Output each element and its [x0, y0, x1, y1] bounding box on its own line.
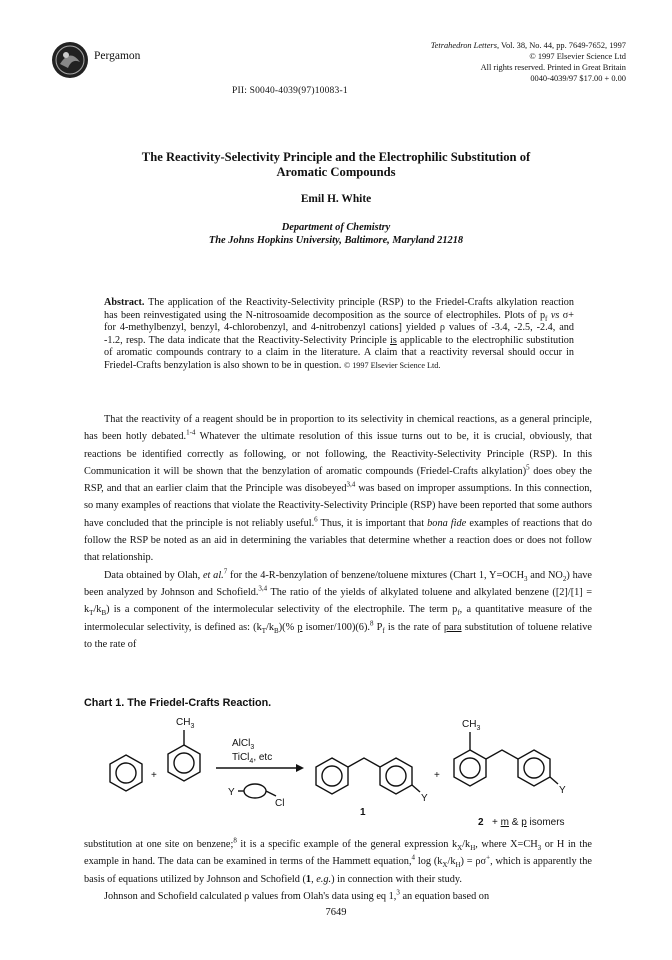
ticl-text: TiCl	[232, 752, 250, 763]
text: /k	[266, 621, 275, 633]
product1-aromatic-a	[322, 766, 342, 786]
toluene-ring	[168, 745, 200, 781]
text: , which is apparently the basis of equations utilized by Johnson and Schofield (	[84, 856, 592, 885]
text: /k	[462, 839, 471, 850]
text: ) = ρσ	[460, 856, 487, 868]
text: isomer/100)(6).	[302, 621, 370, 633]
product1-aromatic-b	[386, 766, 406, 786]
abstract-copyright: © 1997 Elsevier Science Ltd.	[343, 360, 441, 370]
text: ,	[311, 873, 317, 885]
product2-ch3-label	[462, 719, 480, 732]
arrow-head	[296, 764, 304, 772]
text: ) in connection with their study.	[331, 873, 462, 885]
ref: 8	[369, 619, 374, 628]
isomers-label	[492, 817, 565, 828]
italic: e.g.	[316, 873, 332, 885]
text: Data obtained by Olah,	[104, 569, 203, 581]
paper-title	[60, 150, 612, 180]
text: ) have been analyzed by Johnson and Schofield.	[84, 569, 593, 598]
text: examples of reactions that do follow the RSP be noted as an aid in determining the variables that determine whether a reaction does or does not follow that relationship.	[84, 517, 592, 564]
title-line-1: The Reactivity-Selectivity Principle and the Electrophilic Substitution of	[141, 150, 531, 164]
ref: 3	[396, 888, 400, 897]
isomers-word: isomers	[526, 817, 565, 828]
abstract-text: The application of the Reactivity-Selectivity principle (RSP) to the Friedel-Crafts alkylation reaction has been reinvestigated using the N-nitrosoamide decomposition as the source of electrophiles. Plots of p	[104, 297, 574, 321]
text: substitution at one site on benzene;	[84, 839, 234, 850]
ref: 3,4	[346, 480, 356, 489]
italic: et al.	[202, 569, 224, 581]
ref: 7	[223, 567, 228, 576]
abstract	[104, 297, 574, 373]
pii-code: PII: S0040-4039(97)10083-1	[232, 86, 348, 96]
ch3-text: CH	[462, 719, 477, 730]
body-text-2	[84, 836, 592, 905]
sup: +	[486, 853, 491, 862]
title-line-2: Aromatic Compounds	[276, 165, 396, 179]
text: is the rate of	[384, 621, 444, 633]
rights-line: All rights reserved. Printed in Great Britain	[480, 63, 626, 72]
sub: H	[455, 861, 461, 870]
text: an equation based on	[399, 890, 490, 902]
text: Thus, it is important that	[317, 517, 428, 529]
ticl-sub: 4	[249, 758, 254, 765]
ref: 6	[314, 515, 318, 524]
paragraph-4	[84, 888, 592, 905]
benzene-ring	[110, 755, 142, 791]
journal-name: Tetrahedron Letters	[430, 41, 497, 50]
alcl-text: AlCl	[232, 738, 251, 749]
italic: bona fide	[427, 517, 467, 529]
reagent-alcl3	[232, 738, 254, 751]
product2-y-label: Y	[559, 785, 566, 796]
text: The ratio of the yields of alkylated toluene and alkylated benzene ([2]/[1] = k	[84, 586, 592, 616]
reagent-ring	[244, 784, 266, 798]
reagent-ticl4	[232, 752, 272, 765]
text: it is a specific example of the general expression k	[236, 839, 458, 850]
ref: 4	[411, 853, 416, 862]
abstract-label: Abstract.	[104, 297, 145, 308]
university: The Johns Hopkins University, Baltimore, Maryland 21218	[208, 235, 464, 246]
journal-volume: , Vol. 38, No. 44, pp. 7649-7652, 1997	[496, 41, 626, 50]
ref: 8	[233, 836, 237, 845]
text: P	[373, 621, 383, 633]
reagent-y-label: Y	[228, 787, 235, 798]
isomers-amp: &	[508, 817, 522, 828]
sub: X	[457, 844, 463, 853]
sub: B	[101, 609, 107, 618]
product1-number: 1	[360, 807, 366, 818]
reagent-cl-bond	[266, 791, 276, 796]
ch3-sub: 3	[476, 725, 481, 732]
product2-ring-a	[454, 750, 486, 786]
sub: f	[457, 609, 460, 618]
sub: T	[261, 626, 267, 635]
text: does obey the RSP, and that an earlier claim that the Principle was disobeyed	[84, 465, 592, 495]
text: ) is a component of the intermolecular selectivity of the electrophile. The term p	[106, 604, 458, 616]
abstract-is: is	[390, 334, 397, 346]
text: /k	[447, 856, 456, 868]
text: Johnson and Schofield calculated ρ values from Olah's data using eq 1,	[104, 890, 397, 902]
product2-number: 2	[478, 817, 484, 828]
ch3-sub: 3	[190, 723, 195, 730]
pergamon-logo	[50, 40, 90, 80]
author-name: Emil H. White	[300, 193, 372, 205]
product1-y-bond	[412, 785, 420, 792]
sub: X	[442, 861, 448, 870]
plus-sign-2: +	[434, 770, 440, 781]
text: , where X=CH	[475, 839, 538, 850]
text: substitution of toluene relative to the rate of	[84, 621, 592, 650]
text: and NO	[527, 569, 563, 581]
product1-ch2	[348, 758, 380, 767]
sub: 2	[562, 574, 567, 583]
benzene-aromatic	[116, 763, 136, 783]
text: was based on improper assumptions. In this connection, so many examples of reactions that violate the Reactivity-Selectivity Principle (RSP) have been reported that some authors have concluded that the principle is not reliably useful.	[84, 483, 592, 529]
ref: 1-4	[186, 428, 196, 437]
product1-ring-b	[380, 758, 412, 794]
ref: 3,4	[258, 584, 268, 593]
isomers-text: +	[492, 817, 501, 828]
toluene-aromatic	[174, 753, 194, 773]
copyright-line: © 1997 Elsevier Science Ltd	[529, 52, 626, 61]
product2-y-bond	[550, 777, 558, 784]
abstract-text: for 4-methylbenzyl, benzyl, 4-chlorobenzyl, and 4-nitrobenzyl cations] yielded ρ values of -3.4, -2.5, -2.4, and -1.2, resp. The data indicate that the Reactivity-Selectivity Principle	[104, 322, 574, 346]
text: , a quantitative measure of the intermolecular selectivity, is defined as: (k	[84, 604, 592, 633]
body-text-1	[84, 411, 592, 653]
chart-title: Chart 1. The Friedel-Crafts Reaction.	[84, 697, 272, 709]
abstract-sub: f	[545, 314, 548, 323]
price-line: 0040-4039/97 $17.00 + 0.00	[530, 74, 626, 83]
product1-y-label: Y	[421, 793, 428, 804]
text: Whatever the ultimate resolution of this issue turns out to be, it is crucial, obviously, that reactions be identified correctly as following, or not following, the Reactivity-Selectivity Principle (RSP). In this Communication it will be shown that the benzylation of aromatic compounds (Friedel-Crafts alkylation)	[84, 431, 592, 477]
ref: 5	[526, 463, 530, 472]
text: /k	[93, 604, 102, 616]
product1-ring-a	[316, 758, 348, 794]
publisher-name: Pergamon	[94, 50, 141, 62]
abstract-vs: vs	[547, 309, 563, 321]
product2-aromatic-b	[524, 758, 544, 778]
underline: para	[443, 621, 462, 633]
product2-aromatic-a	[460, 758, 480, 778]
reaction-scheme	[84, 712, 604, 832]
sub: B	[274, 626, 279, 635]
toluene-ch3-label	[176, 717, 194, 730]
underline: p	[297, 621, 303, 633]
text: log (k	[415, 856, 443, 868]
abstract-sigma: σ+	[562, 309, 574, 321]
text: That the reactivity of a reagent should be in proportion to its selectivity in chemical reactions, as a general principle, has been hotly debated.	[84, 414, 592, 443]
alcl-sub: 3	[250, 744, 255, 751]
text: )(%	[278, 621, 298, 633]
affiliation	[60, 221, 612, 247]
bold: 1	[305, 873, 312, 885]
product2-ring-b	[518, 750, 550, 786]
journal-info	[431, 40, 626, 84]
text: for the 4-R-benzylation of benzene/toluene mixtures (Chart 1, Y=OCH	[227, 569, 525, 581]
isomers-p: p	[521, 817, 527, 828]
product2-ch2	[486, 750, 518, 759]
paragraph-3	[84, 836, 592, 888]
plus-sign-1: +	[151, 770, 157, 781]
department: Department of Chemistry	[281, 222, 391, 233]
text: or H in the example in hand. The data can be examined in terms of the Hammett equation,	[84, 839, 592, 868]
paragraph-1	[84, 411, 592, 567]
reagent-cl-label: Cl	[275, 798, 285, 809]
ticl-etc: , etc	[253, 752, 273, 763]
ch3-text: CH	[176, 717, 191, 728]
isomers-m: m	[500, 817, 509, 828]
sub: T	[89, 609, 94, 618]
abstract-text: applicable to the electrophilic substitution of aromatic compounds contrary to a claim in the literature. A claim that a reactivity reversal should occur in Friedel-Crafts benzylation is also shown to be in question.	[104, 334, 574, 371]
paragraph-2	[84, 567, 592, 653]
sub: 3	[537, 844, 542, 853]
sub: 3	[524, 574, 528, 583]
sub: f	[382, 626, 385, 635]
page-number: 7649	[325, 907, 347, 918]
sub: H	[470, 844, 476, 853]
